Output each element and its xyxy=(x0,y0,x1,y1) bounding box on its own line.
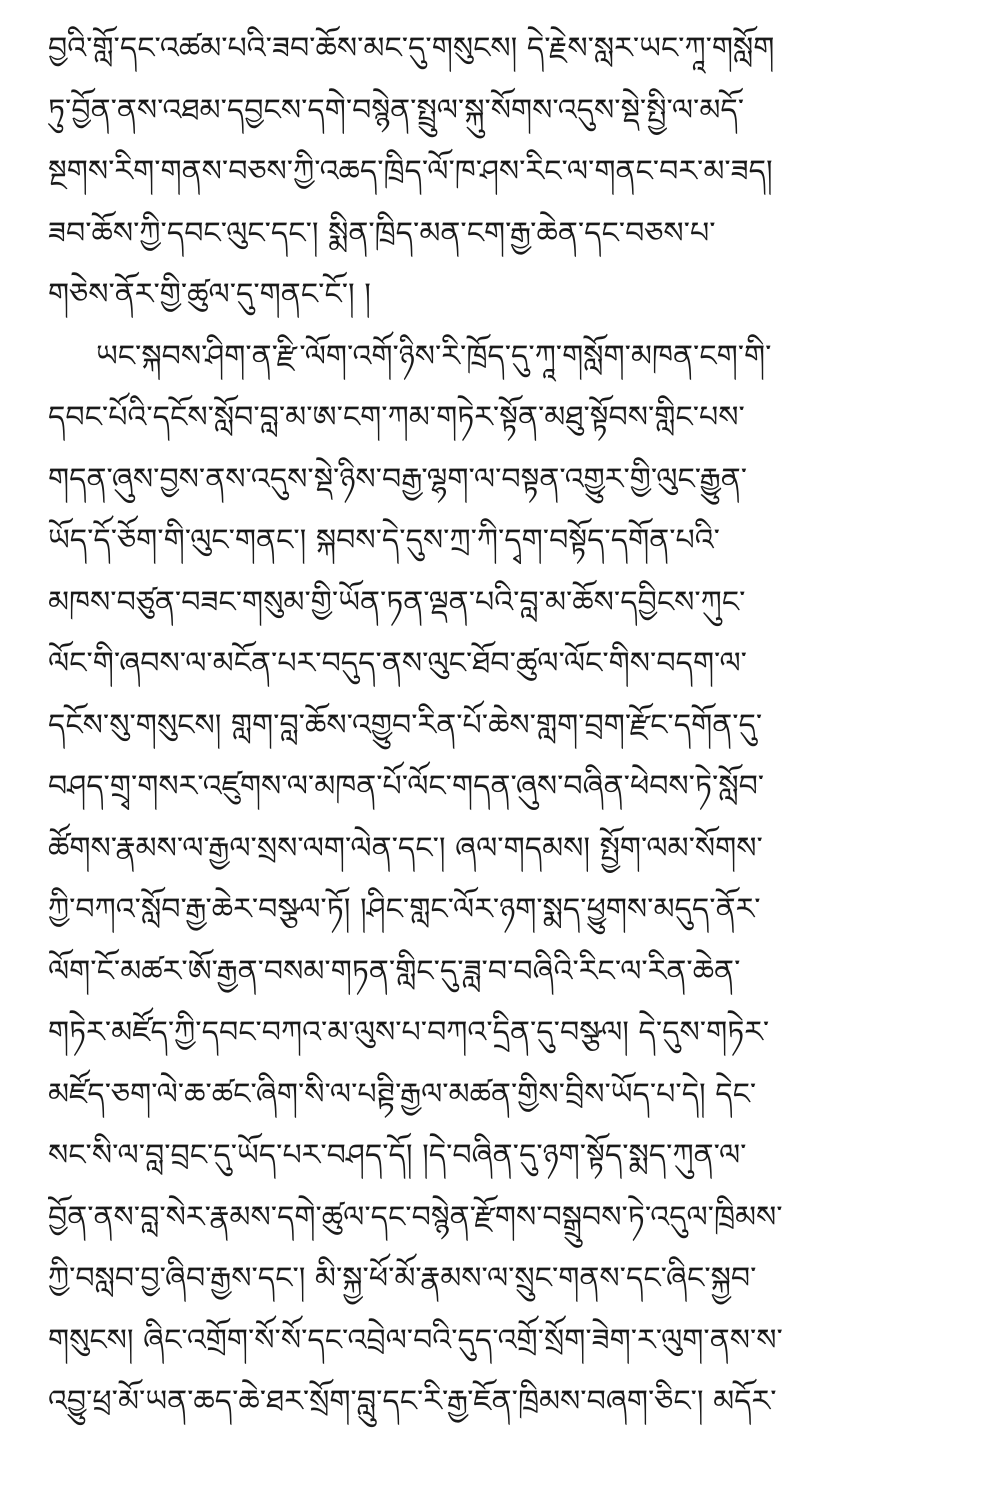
text-line: ཚོགས་རྣམས་ལ་རྒྱལ་སྲས་ལག་ལེན་དང་། ཞལ་གདམས། སྤྱོག་ལམ་སོགས་ xyxy=(48,830,763,866)
text-line: སང་སི་ལ་བླ་བྲང་དུ་ཡོད་པར་བཤད་དོ། །དེ་བཞིན་དུ་ཉག་སྟོད་སྨད་ཀུན་ལ་ xyxy=(48,1138,747,1173)
text-line: འབྱུ་ཕྲ་མོ་ཡན་ཆད་ཆེ་ཐར་སྲོག་བླུ་དང་རི་རྒྱ་ཇོན་ཁྲིམས་བཞག་ཅིང་། མདོར་ xyxy=(48,1384,777,1419)
text-line: ཀྱི་བཀའ་སློབ་རྒྱ་ཆེར་བསྩལ་ཏོ། །ཤིང་གླང་ལོར་ཉག་སྨད་ཕྱུགས་མདུད་ནོར་ xyxy=(48,892,761,927)
text-line: མཁས་བཙུན་བཟང་གསུམ་གྱི་ཡོན་ཏན་ལྡན་པའི་བླ་མ་ཆོས་དབྱིངས་ཀུང་ xyxy=(48,584,746,620)
text-line: ལོང་གི་ཞབས་ལ་མངོན་པར་བདུད་ནས་ལུང་ཐོབ་ཚུལ་ལོང་གིས་བདག་ལ་ xyxy=(48,646,747,681)
text-line: བྱོན་ནས་བླ་སེར་རྣམས་དགེ་ཚུལ་དང་བསྙེན་རྫོགས་བསྒྲུབས་ཏེ་འདུལ་ཁྲིམས་ xyxy=(48,1199,783,1235)
text-line: དབང་པོའི་དངོས་སློབ་བླ་མ་ཨ་ངག་ཀམ་གཏེར་སྟོན་མཐུ་སྟོབས་གླིང་པས་ xyxy=(48,400,745,435)
text-line: ཏུ་བྱོན་ནས་འཐམ་དབྱངས་དགེ་བསྙེན་སྤྲུལ་སྐུ་སོགས་འདུས་སྡེ་སྤྱི་ལ་མདོ་ xyxy=(48,92,745,128)
paragraph-1 xyxy=(48,18,960,326)
text-line: བཤད་གྲྭ་གསར་འཛུགས་ལ་མཁན་པོ་ལོང་གདན་ཞུས་བཞིན་ཕེབས་ཏེ་སློབ་ xyxy=(48,769,765,804)
text-line: ལོག་ངོ་མཚར་ཨོ་རྒྱན་བསམ་གཏན་གླིང་དུ་ཟླ་བ་བཞིའི་རིང་ལ་རིན་ཆེན་ xyxy=(48,953,741,989)
text-line xyxy=(48,1433,960,1495)
text-line: ཀྱི་བསླབ་བྱ་ཞིབ་རྒྱས་དང་། མི་སྐྱ་ཕོ་མོ་རྣམས་ལ་སྲུང་གནས་དང་ཞིང་སྐྱབ་ xyxy=(48,1261,757,1296)
text-line: བྱའི་གློ་དང་འཚམ་པའི་ཟབ་ཆོས་མང་དུ་གསུངས། དེ་རྗེས་སླར་ཡང་ཀཱ་གསློག xyxy=(48,31,775,66)
text-line: གསུངས། ཞིང་འགྲོག་སོ་སོ་དང་འབྲེལ་བའི་དུད་འགྲོ་སྲོག་ཟེག་ར་ལུག་ནས་ས་ xyxy=(48,1322,783,1358)
text-line: གཅེས་ནོར་གྱི་ཚུལ་དུ་གནང་ངོ་། ། xyxy=(48,277,371,312)
text-line: མཛོད་ཅག་ལེ་ཆ་ཚང་ཞིག་སི་ལ་པཊྟི་རྒྱལ་མཚན་གྱིས་བྲིས་ཡོད་པ་དེ། དེང་ xyxy=(48,1076,757,1112)
text-line: དངོས་སུ་གསུངས། གླག་བླ་ཆོས་འགྱུབ་རིན་པོ་ཆེས་གླག་བྲག་རྫོང་དགོན་དུ་ xyxy=(48,707,763,743)
paragraph-2 xyxy=(48,326,960,1495)
text-line: ཟབ་ཆོས་ཀྱི་དབང་ལུང་དང་། སྨིན་ཁྲིད་མན་ངག་རྒྱ་ཆེན་དང་བཅས་པ་ xyxy=(48,215,716,251)
text-line: གདན་ཞུས་བྱས་ནས་འདུས་སྡེ་ཉིས་བརྒྱ་ལྷག་ལ་བསྟན་འགྱུར་གྱི་ལུང་རྒྱུན་ xyxy=(48,461,748,497)
text-line: ཡོད་དོ་ཅོག་གི་ལུང་གནང་། སྐབས་དེ་དུས་ཀྲ་ཀི་དྭག་བསྟོད་དགོན་པའི་ xyxy=(48,523,720,558)
text-line: སྔགས་རིག་གནས་བཅས་ཀྱི་འཆད་ཁྲིད་ལོ་ཁ་ཤས་རིང་ལ་གནང་བར་མ་ཟད། xyxy=(48,154,773,189)
document-page xyxy=(48,18,960,1498)
text-line: གཏེར་མཛོད་ཀྱི་དབང་བཀའ་མ་ལུས་པ་བཀའ་དྲིན་དུ་བསྩལ། དེ་དུས་གཏེར་ xyxy=(48,1015,770,1050)
text-line-indented: ཡང་སྐབས་ཤིག་ན་རྫི་ལོག་འགོ་ཉིས་རི་ཁྲོད་དུ་ཀཱ་གསློག་མཁན་ངག་གི་ xyxy=(96,338,772,374)
